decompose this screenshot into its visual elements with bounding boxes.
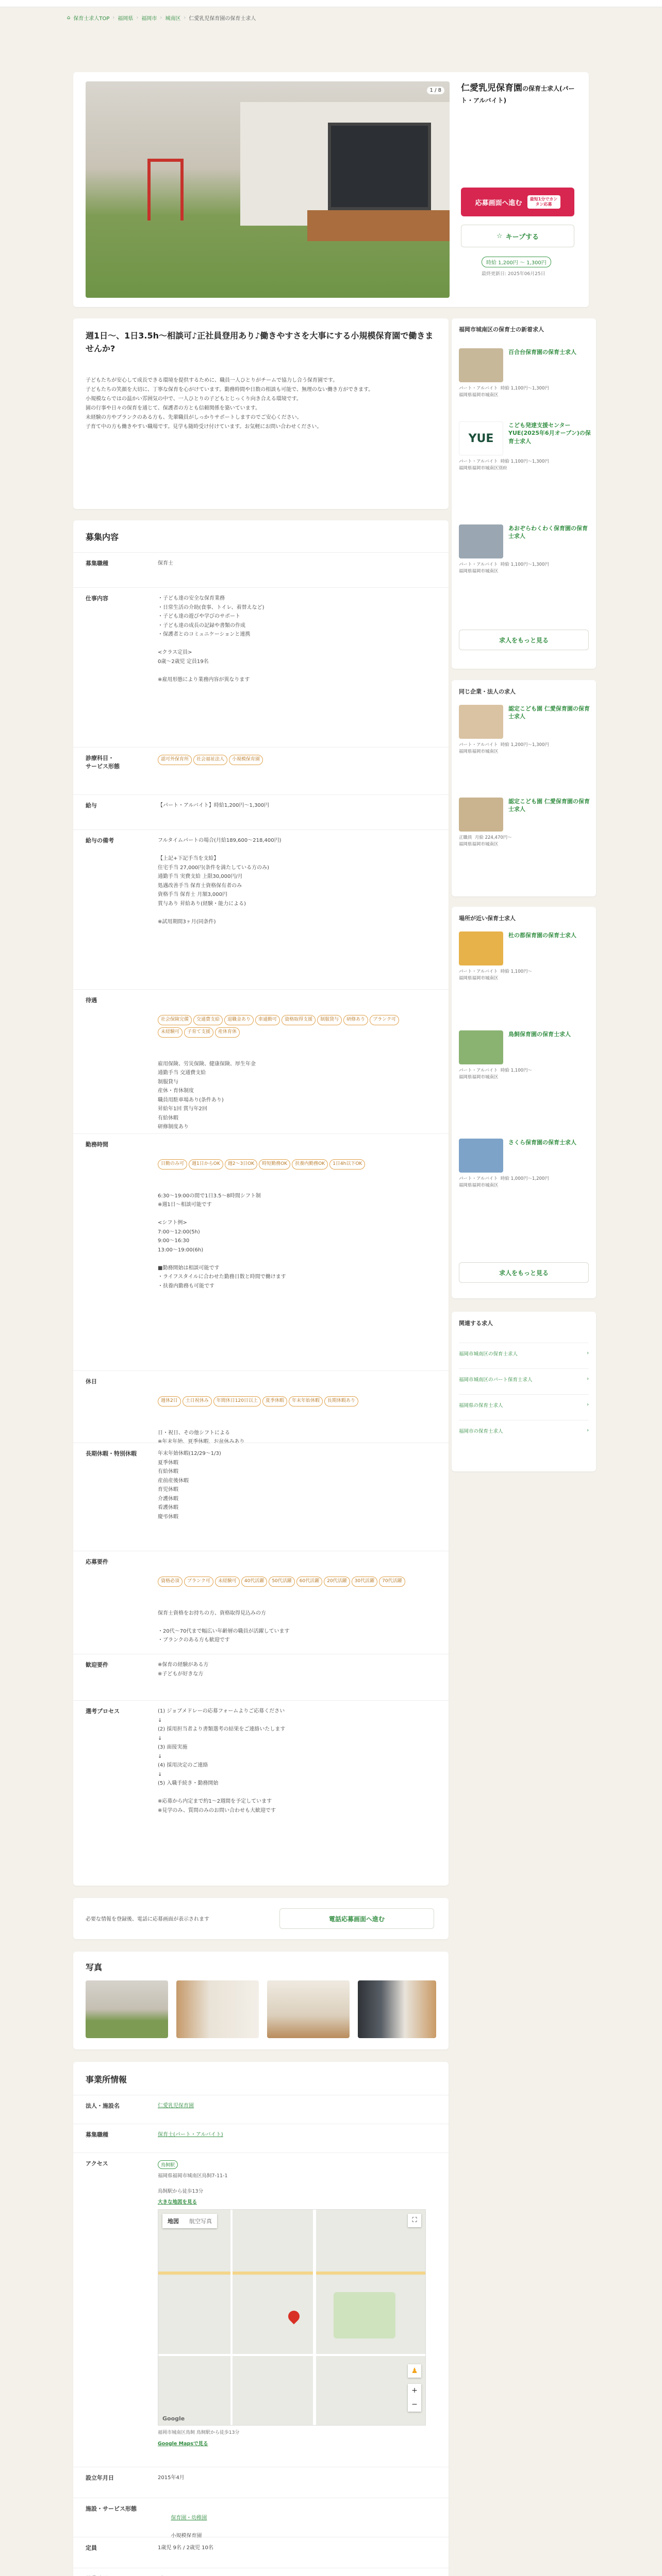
- gallery-photo[interactable]: [358, 1980, 436, 2038]
- feature-tag: 土日祝休み: [183, 1396, 212, 1406]
- recruit-heading: 募集内容: [86, 532, 119, 542]
- row-label: 給与の備考: [86, 837, 114, 844]
- row-label: 施設・サービス形態: [86, 2505, 137, 2512]
- sidebar-corp: [452, 680, 596, 896]
- star-icon: ☆: [496, 232, 503, 240]
- gallery-photo[interactable]: [267, 1980, 350, 2038]
- feature-tag: 社会保険完備: [158, 1015, 192, 1025]
- row-label: 設立年月日: [86, 2475, 114, 2481]
- google-logo: Google: [162, 2415, 185, 2422]
- hero-photo[interactable]: [86, 81, 450, 298]
- job-title: 認定こども園 仁愛保育園の保育士求人: [508, 705, 590, 720]
- gallery-photo[interactable]: [176, 1980, 259, 2038]
- row-capacity: [73, 2537, 449, 2568]
- job-title: 杜の都保育園の保育士求人: [508, 932, 576, 939]
- row-label: 診療科目・ サービス形態: [86, 755, 120, 770]
- row-value: [158, 1557, 426, 1663]
- row-label: 法人・施設名: [86, 2103, 120, 2109]
- sidebar-heading: 関連する求人: [459, 1320, 493, 1327]
- feature-tag: ブランク可: [184, 1577, 213, 1587]
- hero-title: [461, 82, 580, 106]
- map-road: [230, 2210, 233, 2426]
- fullscreen-icon[interactable]: ⛶: [408, 2214, 421, 2227]
- row-label: 定員: [86, 2545, 97, 2551]
- job-thumbnail: [459, 348, 503, 382]
- pegman-icon[interactable]: ♟: [408, 2364, 421, 2378]
- sidebar-nearby: [452, 318, 596, 669]
- photo-counter: 1 / 8: [427, 87, 444, 94]
- more-jobs-label: 求人をもっと見る: [499, 1269, 549, 1277]
- job-meta: パート・アルバイト 時給 1,200円〜1,300円 福岡県福岡市城南区: [459, 742, 549, 755]
- feature-tag: 年末年始休暇: [289, 1396, 323, 1406]
- job-meta: パート・アルバイト 時給 1,100円〜1,300円 福岡県福岡市城南区別府: [459, 459, 549, 471]
- sidebar-job[interactable]: [459, 524, 589, 612]
- phone-apply-card: [73, 1898, 449, 1939]
- sidebar-area: [452, 907, 596, 1298]
- service-tags: [158, 754, 426, 766]
- row-label: 給与: [86, 802, 97, 809]
- chevron-right-icon: ›: [587, 1428, 589, 1433]
- map-tab[interactable]: 航空写真: [189, 2217, 212, 2225]
- gallery-photo[interactable]: [86, 1980, 168, 2038]
- related-link-label: 福岡市の保育士求人: [459, 1428, 503, 1434]
- row-value: 2015年4月: [158, 2475, 185, 2481]
- row-value: 年末年始休暇(12/29〜1/3) 夏季休暇 有給休暇 産前産後休暇 育児休暇 介護休暇 看護休暇 慶弔休暇: [158, 1451, 221, 1520]
- row-label: 休日: [86, 1378, 97, 1385]
- row-label: 歓迎要件: [86, 1662, 108, 1668]
- zoom-control: [408, 2384, 421, 2412]
- map-park: [334, 2292, 395, 2338]
- feature-tag: 未経験可: [215, 1577, 240, 1587]
- row-salary: [73, 794, 449, 829]
- job-title: さくら保育園の保育士求人: [508, 1139, 576, 1146]
- job-title: 鳥飼保育園の保育士求人: [508, 1031, 571, 1038]
- map[interactable]: [158, 2209, 426, 2426]
- row-value: 【パート・アルバイト】時給1,200円〜1,300円: [158, 803, 270, 808]
- job-thumbnail: [459, 524, 503, 558]
- sidebar-job[interactable]: [459, 348, 589, 415]
- feature-tag: 週2〜3日OK: [225, 1159, 257, 1170]
- row-value: ・子ども達の安全な保育業務 ・日常生活の介助(食事、トイレ、着替えなど) ・子ども達の遊びや学びのサポート ・子ども達の成長の記録や書類の作成 ・保護者とのコミュニケーションと連携 <クラス定員> 0歳〜2歳児 定員19名 ※雇用形態により業務内容が異なります: [158, 596, 264, 683]
- sidebar-job[interactable]: [459, 705, 589, 792]
- keep-button[interactable]: [461, 225, 574, 247]
- related-link[interactable]: [459, 1343, 589, 1363]
- breadcrumb: ⌂ 保育士求人TOP › 福岡県 › 福岡市 › 城南区 › 仁愛乳児保育園の保育士求人: [67, 14, 256, 22]
- job-thumbnail: [459, 931, 503, 965]
- phone-apply-text: 必要な情報を登録後、電話に応募画面が表示されます: [86, 1917, 209, 1922]
- row-benefits: [73, 989, 449, 1133]
- photos-heading: 写真: [86, 1962, 103, 1972]
- related-link-label: 福岡市城南区のパート保育士求人: [459, 1377, 533, 1383]
- job-title: こども発達支援センターYUE(2025年6月オープン)の保育士求人: [508, 422, 591, 445]
- map-pin-icon: [286, 2308, 302, 2324]
- apply-button[interactable]: [461, 188, 574, 216]
- job-title: あおぞらわくわく保育園の保育士求人: [508, 525, 588, 540]
- related-link[interactable]: [459, 1394, 589, 1415]
- feature-tag: 日勤のみ可: [158, 1159, 187, 1170]
- more-jobs-label: 求人をもっと見る: [499, 636, 549, 644]
- row-value: (1) ジョブメドレーの応募フォームよりご応募ください ↓ (2) 採用担当者より書類選考の結果をご連絡いたします ↓ (3) 面接実施 ↓ (4) 採用決定のご連絡 ↓ (5) 入職手続き・勤務開始 ※応募から内定まで約1〜2週間を予定しています ※見学のみ、質問のみのお問い合わせも大歓迎です: [158, 1708, 286, 1814]
- related-link[interactable]: [459, 1368, 589, 1389]
- deck: [307, 210, 450, 241]
- feature-tag: 扶養内勤務OK: [292, 1159, 328, 1170]
- feature-tag: 時短勤務OK: [259, 1159, 290, 1170]
- title-suffix: の保育士求人(パート・アルバイト): [461, 85, 575, 104]
- job-title: 百合台保育園の保育士求人: [508, 349, 576, 355]
- office-heading: 事業所情報: [86, 2075, 127, 2084]
- row-duty: [73, 587, 449, 747]
- zoom-in-icon[interactable]: +: [411, 2386, 418, 2395]
- feature-tag: 未経験可: [158, 1027, 183, 1038]
- job-title: 認定こども園 仁愛保育園の保育士求人: [508, 798, 590, 813]
- map-road: [158, 2354, 426, 2356]
- feature-tag: 長期休暇あり: [324, 1396, 358, 1406]
- job-thumbnail: [459, 1139, 503, 1173]
- facility-name: 仁愛乳児保育園: [461, 83, 522, 93]
- breadcrumb-item[interactable]: 城南区: [165, 15, 181, 22]
- feature-tag: 退職金あり: [224, 1015, 254, 1025]
- feature-tag: 子育て支援: [184, 1027, 213, 1038]
- feature-tag: 60代活躍: [296, 1577, 322, 1587]
- office-card: [73, 2062, 449, 2576]
- service-text: 小規模保育園: [171, 2533, 202, 2539]
- job-meta: パート・アルバイト 時給 1,100円〜1,300円 福岡県福岡市城南区: [459, 386, 549, 398]
- sidebar-related: [452, 1312, 596, 1471]
- window: [328, 123, 431, 210]
- row-hours-open: [73, 2568, 449, 2576]
- row-label: 待遇: [86, 997, 97, 1004]
- feature-tag: 小規模保育園: [229, 755, 263, 765]
- breadcrumb-item[interactable]: 福岡県: [118, 15, 134, 22]
- job-meta: パート・アルバイト 時給 1,100円〜1,300円 福岡県福岡市城南区: [459, 562, 549, 574]
- row-value: 保育士: [158, 561, 173, 566]
- row-welcome: [73, 1654, 449, 1700]
- intro-headline: 週1日〜、1日3.5h〜相談可♪正社員登用あり♪働きやすさを大事にする小規模保育園で働きませんか?: [86, 331, 434, 353]
- row-value: ※保育の経験がある方 ※子どもが好きな方: [158, 1662, 209, 1677]
- phone-apply-label: 電話応募画面へ進む: [328, 1915, 385, 1923]
- recruit-card: [73, 520, 449, 1886]
- feature-tag: 資格取得支援: [282, 1015, 316, 1025]
- chevron-right-icon: ›: [587, 1402, 589, 1408]
- feature-tag: 車通勤可: [255, 1015, 280, 1025]
- job-thumbnail: [459, 705, 503, 739]
- salary-tag: 時給 1,200円 〜 1,300円: [482, 257, 551, 267]
- job-meta: 正職員 月給 224,470円〜 福岡県福岡市城南区: [459, 835, 512, 848]
- feature-tag: 70代活躍: [379, 1577, 405, 1587]
- map-tab[interactable]: 地図: [168, 2217, 179, 2225]
- intro-body: 子どもたちが安心して成長できる環境を提供するために、職員一人ひとりがチームで協力し合う保育園です。 子どもたちの笑顔を大切に、丁寧な保育を心がけています。勤務時間や日数の相談も可能で、無理のない働き方ができます。 小規模ならではの温かい雰囲気の中で、一人ひとりの子どもとじっくり向き合える環境です。 園の行事や日々の保育を通じて、保護者の方とも信頼関係を築いています。 未経験の方やブランクのある方も、先輩職員がしっかりサポートしますのでご安心ください。 子育て中の方も働きやすい職場です。見学も随時受け付けています。お気軽にお問い合わせください。: [86, 378, 374, 430]
- row-service: [73, 747, 449, 794]
- home-icon[interactable]: ⌂: [67, 14, 71, 21]
- row-value: フルタイムパートの場合(月給189,600〜218,400円) 【上記+下記手当を支給】 住宅手当 27,000円(条件を満たしている方のみ) 通勤手当 実費支給 上限30,000円/月 処遇改善手当 保育士資格保有者のみ 資格手当 保育士 月額3,000円 賞与あり 昇給あり(経験・能力による) ※試用期間3ヶ月(同条件): [158, 838, 282, 925]
- map-caption: 福岡市城南区鳥飼 鳥飼駅から徒歩13分: [158, 2430, 240, 2435]
- intro-card: [73, 318, 449, 509]
- job-meta: パート・アルバイト 時給 1,000円〜1,200円 福岡県福岡市城南区: [459, 1176, 549, 1189]
- updated-date: 最終更新日: 2025年06月25日: [482, 272, 545, 277]
- job-meta: パート・アルバイト 時給 1,100円〜 福岡県福岡市城南区: [459, 969, 533, 981]
- row-label: アクセス: [86, 2160, 108, 2167]
- row-holiday: [73, 1370, 449, 1443]
- row-process: [73, 1700, 449, 1875]
- related-link-label: 福岡市城南区の保育士求人: [459, 1351, 518, 1357]
- zoom-out-icon[interactable]: −: [411, 2400, 418, 2409]
- holiday-tags: [158, 1395, 426, 1408]
- feature-tag: 産休育休: [215, 1027, 240, 1038]
- sidebar-job[interactable]: [459, 931, 589, 1024]
- feature-tag: 制服貸与: [317, 1015, 342, 1025]
- row-value: [158, 1140, 426, 1309]
- row-office-job: [73, 2124, 449, 2153]
- benefit-text: 雇用保険、労災保険、健康保険、厚生年金 通勤手当 交通費支給 制服貸与 産休・育休制度 職員用駐車場あり(条件あり) 昇給年1回 賞与年2回 有給休暇 研修制度あり: [158, 1061, 256, 1130]
- row-value: [158, 996, 426, 1150]
- breadcrumb-current: 仁愛乳児保育園の保育士求人: [189, 15, 256, 22]
- chevron-right-icon: ›: [587, 1350, 589, 1356]
- chevron-right-icon: ›: [587, 1376, 589, 1382]
- job-thumbnail: YUE: [459, 421, 503, 455]
- job-meta: パート・アルバイト 時給 1,100円〜 福岡県福岡市城南区: [459, 1068, 533, 1080]
- row-hours: [73, 1133, 449, 1370]
- google-maps-link[interactable]: Google Mapsで見る: [158, 2441, 208, 2447]
- more-jobs-button[interactable]: [459, 1262, 589, 1283]
- row-service-type: [73, 2498, 449, 2537]
- apply-badge: 最短1分でカンタン応募: [527, 195, 560, 208]
- hours-text: 6:30〜19:00の間で1日3.5〜8時間シフト制 ※週1日〜相談可能です <シフト例> 7:00〜12:00(5h) 9:00〜16:30 13:00〜19:00(6h) ■勤務開始は相談可能です ・ライフスタイルに合わせた勤務日数と時間で働けます ・扶養内勤務も可能です: [158, 1193, 286, 1289]
- feature-tag: 週1日からOK: [189, 1159, 223, 1170]
- job-link[interactable]: 保育士(パート・アルバイト): [158, 2132, 223, 2138]
- big-map-link[interactable]: 大きな地図を見る: [158, 2199, 197, 2205]
- row-job: [73, 552, 449, 587]
- feature-tag: 資格必須: [158, 1577, 183, 1587]
- job-thumbnail: [459, 798, 503, 832]
- row-long-leave: [73, 1443, 449, 1551]
- hours-tags: [158, 1158, 426, 1171]
- facility-link[interactable]: 仁愛乳児保育園: [158, 2103, 194, 2109]
- sidebar-heading: 同じ企業・法人の求人: [459, 688, 516, 695]
- map-tabs: [162, 2214, 217, 2228]
- feature-tag: ブランク可: [370, 1015, 399, 1025]
- row-label: 応募要件: [86, 1558, 108, 1565]
- related-link-label: 福岡県の保育士求人: [459, 1402, 503, 1409]
- breadcrumb-item[interactable]: 保育士求人TOP: [73, 15, 110, 22]
- sidebar-job[interactable]: [459, 421, 589, 519]
- feature-tag: 20代活躍: [324, 1577, 350, 1587]
- more-jobs-button[interactable]: [459, 630, 589, 650]
- hero-card: [73, 72, 589, 307]
- site-header: [0, 0, 662, 7]
- job-thumbnail: [459, 1030, 503, 1064]
- photos-card: [73, 1952, 449, 2049]
- related-link[interactable]: [459, 1420, 589, 1440]
- sidebar-heading: 福岡市城南区の保育士の新着求人: [459, 326, 544, 333]
- row-label: 勤務時間: [86, 1141, 108, 1148]
- row-access: [73, 2153, 449, 2467]
- requirement-tags: [158, 1575, 426, 1588]
- feature-tag: 30代活躍: [352, 1577, 377, 1587]
- feature-tag: 週休2日: [158, 1396, 181, 1406]
- apply-label: 応募画面へ進む: [475, 199, 522, 207]
- row-label: 仕事内容: [86, 595, 108, 602]
- access-block: [158, 2159, 426, 2447]
- map-road: [158, 2272, 426, 2275]
- row-requirements: [73, 1551, 449, 1654]
- feature-tag: 交通費支給: [193, 1015, 223, 1025]
- feature-tag: 1日4h以下OK: [329, 1159, 365, 1170]
- feature-tag: 40代活躍: [241, 1577, 267, 1587]
- row-established: [73, 2467, 449, 2498]
- playset: [147, 159, 184, 221]
- requirement-text: 保育士資格をお持ちの方、資格取得見込みの方 ・20代〜70代まで幅広い年齢層の職員が活躍しています ・ブランクのある方も歓迎です: [158, 1610, 290, 1643]
- row-label: 長期休暇・特別休暇: [86, 1450, 137, 1457]
- service-link[interactable]: 保育園・幼稚園: [171, 2515, 207, 2521]
- row-label: 募集職種: [86, 2131, 108, 2138]
- benefit-tags: [158, 1014, 426, 1039]
- feature-tag: 夏季休暇: [262, 1396, 287, 1406]
- row-salary-note: [73, 829, 449, 989]
- feature-tag: 50代活躍: [269, 1577, 294, 1587]
- sidebar-heading: 場所が近い保育士求人: [459, 915, 516, 922]
- row-facility: [73, 2095, 449, 2124]
- feature-tag: 研修あり: [343, 1015, 368, 1025]
- sidebar-job[interactable]: [459, 1030, 589, 1133]
- row-value: 1歳児 9名 / 2歳児 10名: [158, 2545, 213, 2551]
- feature-tag: 年間休日120日以上: [213, 1396, 261, 1406]
- holiday-text: 日・祝日、その他シフトによる ※年末年始、夏季休暇、お盆休みあり: [158, 1430, 245, 1445]
- feature-tag: 社会福祉法人: [193, 755, 227, 765]
- row-label: 選考プロセス: [86, 1708, 120, 1715]
- phone-apply-button[interactable]: [279, 1908, 434, 1929]
- breadcrumb-item[interactable]: 福岡市: [141, 15, 157, 22]
- keep-label: キープする: [505, 233, 539, 241]
- map-road: [313, 2210, 316, 2426]
- sidebar-job[interactable]: [459, 1139, 589, 1231]
- address-text: 福岡県福岡市城南区鳥飼7-11-1 鳥飼駅から徒歩13分: [158, 2173, 228, 2195]
- feature-tag: 認可外保育所: [158, 755, 192, 765]
- sidebar-job[interactable]: [459, 798, 589, 885]
- station-tag: 鳥飼駅: [158, 2160, 178, 2169]
- row-label: 募集職種: [86, 560, 108, 567]
